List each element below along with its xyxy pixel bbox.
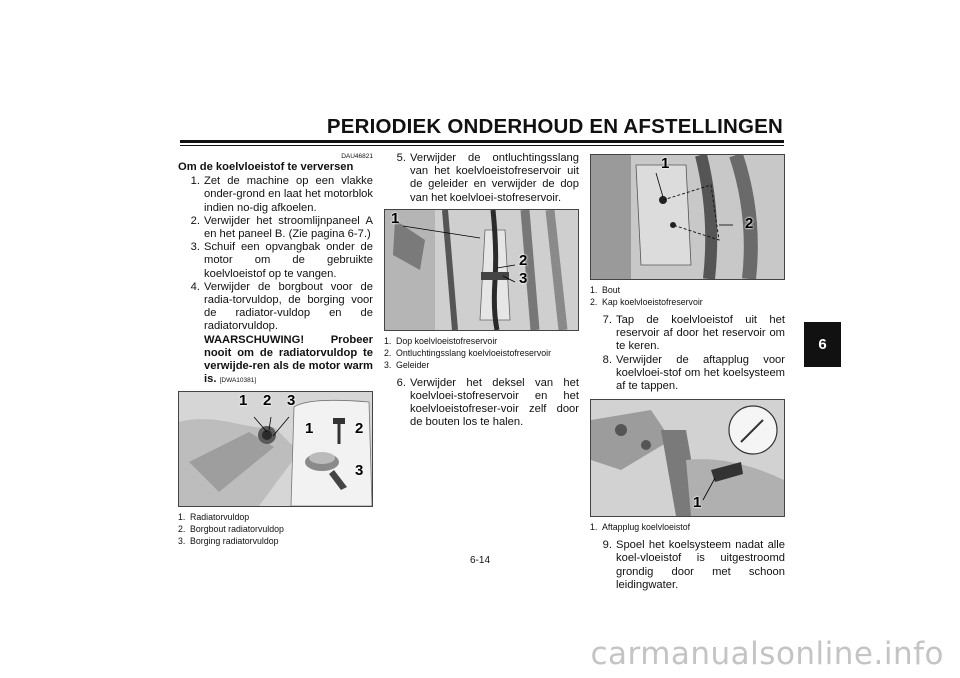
legend-item bbox=[178, 511, 373, 523]
figure-callout: 1 bbox=[661, 155, 670, 172]
column-1 bbox=[178, 152, 373, 553]
legend-text: Radiatorvuldop bbox=[190, 512, 250, 523]
figure-legend bbox=[178, 511, 373, 547]
legend-item bbox=[590, 521, 785, 533]
legend-number: 2. bbox=[384, 347, 392, 358]
step-text: Zet de machine op een vlakke onder-grond en laat het motorblok indien no-dig afkoelen. bbox=[204, 175, 373, 214]
step-number: 5. bbox=[396, 152, 406, 164]
figure-callout: 3 bbox=[355, 462, 364, 480]
reservoir-cap-illustration bbox=[385, 210, 578, 330]
warning-code: [DWA10381] bbox=[219, 377, 257, 385]
legend-number: 1. bbox=[590, 285, 598, 295]
legend-text: Aftapplug koelvloeistof bbox=[602, 522, 691, 533]
step-list bbox=[178, 175, 373, 387]
step-text: Verwijder het deksel van het koelvloei-stofreservoir en het koelvloeistofreser-voir zelf door de bouten los te halen. bbox=[410, 376, 579, 429]
step-list bbox=[384, 377, 579, 430]
figure-callout: 1 bbox=[305, 420, 314, 438]
step-text: Verwijder het stroomlijnpaneel A en het paneel B. (Zie pagina 6-7.) bbox=[204, 214, 373, 241]
step-text: Verwijder de aftapplug voor koelvloei-stof om het koelsysteem af te tappen. bbox=[616, 353, 785, 393]
column-2 bbox=[384, 152, 579, 430]
step-number: 8. bbox=[602, 353, 612, 366]
warning-text: WAARSCHUWING! Probeer nooit om de radiatorvuldop te verwijde-ren als de motor warm is. bbox=[204, 333, 373, 386]
legend-text: Borgbout radiatorvuldop bbox=[190, 524, 284, 535]
step-number: 1. bbox=[190, 175, 200, 188]
legend-number: 3. bbox=[384, 359, 392, 370]
figure-drain-plug bbox=[590, 399, 785, 517]
legend-text: Ontluchtingsslang koelvloeistofreservoir bbox=[396, 347, 551, 358]
legend-item bbox=[384, 359, 579, 371]
legend-text: Bout bbox=[602, 285, 621, 295]
legend-item bbox=[178, 523, 373, 535]
legend-text: Kap koelvloeistofreservoir bbox=[602, 297, 703, 307]
step-item bbox=[384, 377, 579, 430]
step-item bbox=[590, 314, 785, 354]
page-number: 6-14 bbox=[469, 555, 490, 566]
step-item bbox=[178, 281, 373, 388]
legend-text: Dop koelvloeistofreservoir bbox=[396, 335, 498, 346]
figure-callout: 2 bbox=[355, 420, 364, 438]
figure-callout: 2 bbox=[263, 392, 272, 410]
legend-number: 1. bbox=[590, 522, 598, 533]
step-text: Schuif een opvangbak onder de motor om de gebruikte koelvloeistof op te vangen. bbox=[204, 241, 373, 280]
step-item bbox=[178, 241, 373, 281]
step-number: 9. bbox=[602, 539, 612, 552]
figure-legend bbox=[590, 521, 785, 533]
radiator-cap-illustration bbox=[179, 392, 372, 506]
figure-callout: 1 bbox=[391, 209, 400, 227]
legend-number: 1. bbox=[384, 335, 392, 346]
step-number: 3. bbox=[190, 241, 200, 254]
step-item bbox=[178, 215, 373, 241]
column-3 bbox=[590, 152, 785, 592]
legend-item bbox=[384, 335, 579, 347]
watermark-text[interactable]: carmanualsonline.info bbox=[590, 636, 944, 672]
figure-legend bbox=[590, 284, 785, 308]
legend-text: Geleider bbox=[396, 359, 430, 370]
step-number: 2. bbox=[190, 214, 200, 227]
legend-number: 2. bbox=[590, 297, 598, 307]
step-text bbox=[204, 281, 373, 388]
figure-radiator-cap bbox=[178, 391, 373, 507]
figure-callout: 2 bbox=[519, 251, 528, 269]
step-text: Verwijder de ontluchtingsslang van het koelvloeistofreservoir uit de geleider en verwijder de dop van het koelvloei-stofreservoir. bbox=[410, 152, 579, 204]
step-text: Tap de koelvloeistof uit het reservoir af door het reservoir om te keren. bbox=[616, 314, 785, 353]
figure-callout: 1 bbox=[239, 392, 248, 410]
figure-reservoir-cap bbox=[384, 209, 579, 331]
step-item bbox=[178, 175, 373, 215]
page-header-title: PERIODIEK ONDERHOUD EN AFSTELLINGEN bbox=[326, 115, 783, 138]
figure-callout: 3 bbox=[287, 392, 296, 410]
step-number: 4. bbox=[190, 280, 200, 293]
step-list bbox=[590, 314, 785, 393]
figure-callout: 3 bbox=[519, 269, 528, 287]
legend-number: 1. bbox=[178, 512, 186, 523]
step-number: 6. bbox=[396, 376, 406, 389]
drain-plug-illustration bbox=[591, 400, 784, 516]
figure-callout: 1 bbox=[693, 494, 702, 512]
legend-number: 2. bbox=[178, 524, 186, 535]
header-rule bbox=[180, 140, 784, 143]
section-heading: Om de koelvloeistof te verversen bbox=[178, 161, 354, 173]
legend-item bbox=[590, 284, 785, 296]
figure-callout: 2 bbox=[745, 215, 754, 232]
legend-item bbox=[590, 296, 785, 308]
step-list bbox=[384, 152, 579, 205]
chapter-tab[interactable]: 6 bbox=[804, 322, 841, 367]
legend-text: Borging radiatorvuldop bbox=[190, 536, 279, 547]
legend-number: 3. bbox=[178, 536, 186, 547]
figure-legend bbox=[384, 335, 579, 371]
step-item bbox=[384, 152, 579, 205]
section-code: DAU46821 bbox=[341, 153, 373, 160]
step-number: 7. bbox=[602, 314, 612, 326]
header-rule-thin bbox=[180, 145, 784, 146]
step-body: Verwijder de borgbout voor de radia-torvuldop, de borging voor de radiator-vuldop en de radiatorvuldop. bbox=[204, 280, 373, 333]
figure-reservoir-bolts bbox=[590, 154, 785, 280]
step-text: Spoel het koelsysteem nadat alle koel-vloeistof is uitgestroomd grondig door met schoon leidingwater. bbox=[616, 539, 785, 591]
legend-item bbox=[384, 347, 579, 359]
step-item bbox=[590, 354, 785, 394]
reservoir-bolts-illustration bbox=[591, 155, 784, 279]
legend-item bbox=[178, 535, 373, 547]
